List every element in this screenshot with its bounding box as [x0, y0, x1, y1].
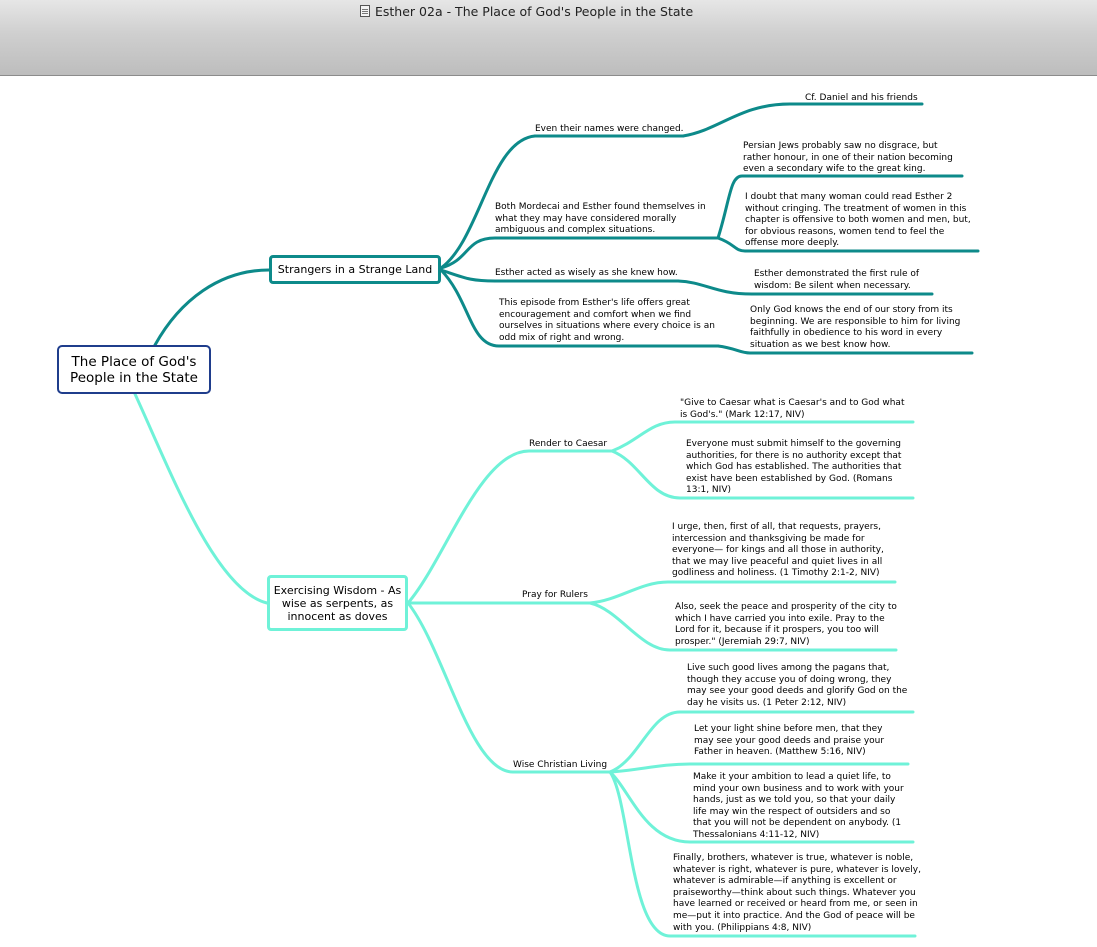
note-doubt-women[interactable]: I doubt that many woman could read Esther 2 without cringing. The treatment of women in this chapter is offensive to both women and men, but, for obvious reasons, women tend to feel the offense more deeply. [745, 192, 971, 249]
connector-wisdom-caesar [408, 451, 612, 603]
subtopic-names-changed[interactable]: Even their names were changed. [535, 124, 684, 134]
subtopic-esther-acted[interactable]: Esther acted as wisely as she knew how. [495, 268, 678, 278]
connector-living-matthew [610, 764, 908, 772]
subtopic-episode-encouragement[interactable]: This episode from Esther's life offers great encouragement and comfort when we find ourselves in situations where every choice is an odd mix of right and wrong. [499, 298, 715, 343]
connector-strangers-mordecai [441, 238, 718, 268]
note-timothy[interactable]: I urge, then, first of all, that requests, prayers, intercession and thanksgiving be made for everyone— for kings and all those in authority, that we may live peaceful and quiet lives in all godliness and holiness. (1 Timothy 2:1-2, NIV) [672, 522, 884, 579]
subtopic-render-to-caesar[interactable]: Render to Caesar [529, 439, 608, 449]
subtopic-wise-christian-living[interactable]: Wise Christian Living [513, 760, 608, 770]
subtopic-pray-for-rulers[interactable]: Pray for Rulers [522, 590, 588, 600]
connector-wisdom-living [408, 603, 610, 772]
note-silent[interactable]: Esther demonstrated the first rule of wisdom: Be silent when necessary. [754, 269, 920, 291]
note-peter[interactable]: Live such good lives among the pagans that, though they accuse you of doing wrong, they may see your good deeds and glorify God on the day he visits us. (1 Peter 2:12, NIV) [687, 663, 908, 708]
central-topic[interactable]: The Place of God's People in the State [57, 345, 211, 394]
note-philippians[interactable]: Finally, brothers, whatever is true, whatever is noble, whatever is right, whatever is pure, whatever is lovely, whatever is admirable—if anything is excellent or praiseworthy—think about such things. Whatever you have learned or received or heard from me, or seen in me—put it into practice. And the God of peace will be with you. (Philippians 4:8, NIV) [673, 853, 921, 933]
subtopic-mordecai-esther[interactable]: Both Mordecai and Esther found themselves in what they may have considered morally ambiguous and complex situations. [495, 202, 706, 236]
connector-central-wisdom [135, 394, 267, 603]
note-only-god[interactable]: Only God knows the end of our story from its beginning. We are responsible to him for living faithfully in obedience to his word in every situation as we best know how. [750, 305, 961, 350]
connector-names-daniel [683, 104, 922, 136]
note-thessalonians[interactable]: Make it your ambition to lead a quiet life, to mind your own business and to work with your hands, just as we told you, so that your daily life may win the respect of outsiders and so that you will not be dependent on anybody. (1 Thessalonians 4:11-12, NIV) [693, 772, 904, 840]
window-title-text: Esther 02a - The Place of God's People in the State [375, 3, 694, 19]
note-matthew[interactable]: Let your light shine before men, that they may see your good deeds and praise your Father in heaven. (Matthew 5:16, NIV) [694, 724, 885, 758]
connector-pray-timothy [590, 582, 895, 603]
note-jeremiah[interactable]: Also, seek the peace and prosperity of the city to which I have carried you into exile. Pray to the Lord for it, because if it prospers, you too will prosper." (Jeremiah 29:7, NIV) [675, 602, 897, 647]
note-romans[interactable]: Everyone must submit himself to the governing authorities, for there is no authority except that which God has established. The authorities that exist have been established by God. (Romans 13:1, NIV) [686, 439, 902, 496]
note-persian-jews[interactable]: Persian Jews probably saw no disgrace, but rather honour, in one of their nation becoming even a secondary wife to the great king. [743, 141, 953, 175]
topic-strangers-in-a-strange-land[interactable]: Strangers in a Strange Land [269, 255, 441, 284]
note-daniel-friends[interactable]: Cf. Daniel and his friends [805, 93, 918, 103]
connector-central-strangers [155, 270, 269, 345]
topic-exercising-wisdom[interactable]: Exercising Wisdom - As wise as serpents, as innocent as doves [267, 575, 408, 631]
note-mark[interactable]: "Give to Caesar what is Caesar's and to God what is God's." (Mark 12:17, NIV) [680, 398, 905, 420]
